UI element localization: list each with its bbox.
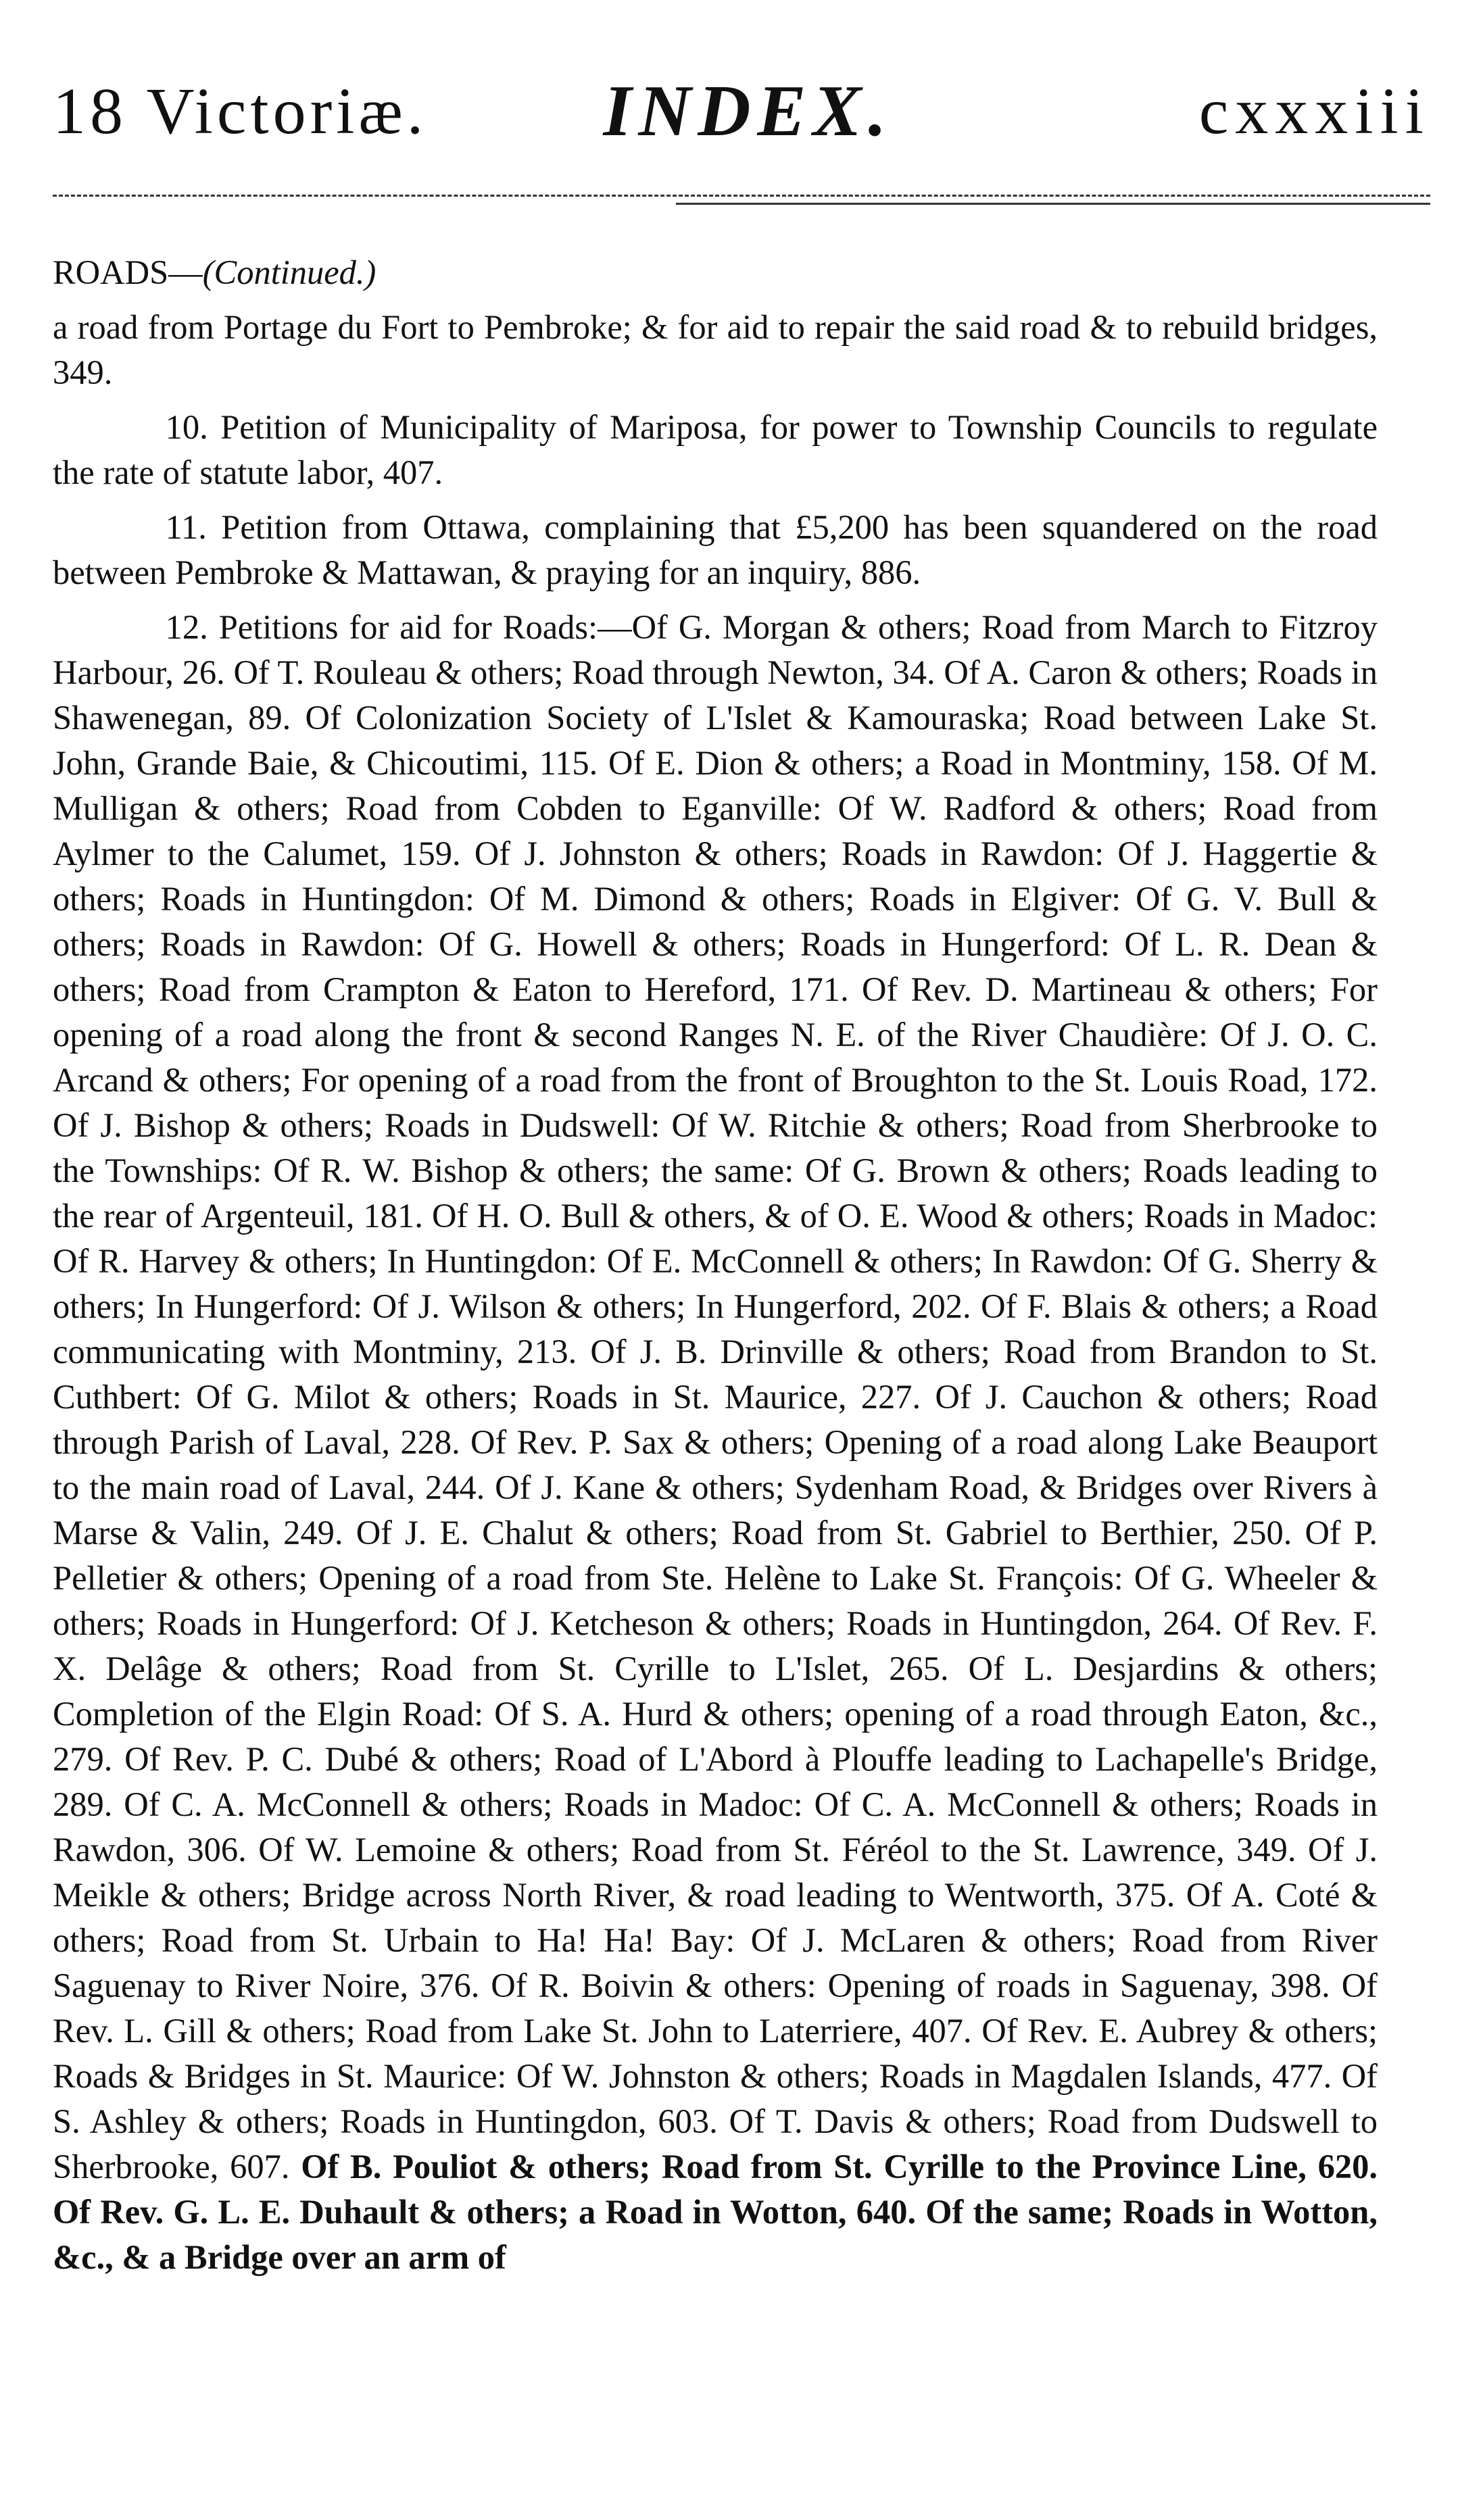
index-entry-continuation: a road from Portage du Fort to Pembroke; & for aid to repair the said road & to rebuild bridges, 349.	[53, 308, 1378, 391]
section-heading-continued: (Continued.)	[202, 253, 376, 291]
index-entry-12-text: 12. Petitions for aid for Roads:—Of G. Morgan & others; Road from March to Fitzroy Harbour, 26. Of T. Rouleau & others; Road through Newton, 34. Of A. Caron & others; Roads in Shawenegan, 89. Of Colonization Society of L'Islet & Kamouraska; Road between Lake St. John, Grande Baie, & Chicoutimi, 115. Of E. Dion & others; a Road in Montminy, 158. Of M. Mulligan & others; Road from Cobden to Eganville: Of W. Radford & others; Road from Aylmer to the Calumet, 159. Of J. Johnston & others; Roads in Rawdon: Of J. Haggertie & others; Roads in Huntingdon: Of M. Dimond & others; Roads in Elgiver: Of G. V. Bull & others; Roads in Rawdon: Of G. Howell & others; Roads in Hungerford: Of L. R. Dean & others; Road from Crampton & Eaton to Hereford, 171. Of Rev. D. Martineau & others; For opening of a road along the front & second Ranges N. E. of the River Chaudière: Of J. O. C. Arcand & others; For opening of a road from the front of Broughton to the St. Louis Road, 172. Of J. Bishop & others; Roads in Dudswell: Of W. Ritchie & others; Road from Sherbrooke to the Townships: Of R. W. Bishop & others; the same: Of G. Brown & others; Roads leading to the rear of Argenteuil, 181. Of H. O. Bull & others, & of O. E. Wood & others; Roads in Madoc: Of R. Harvey & others; In Huntingdon: Of E. McConnell & others; In Rawdon: Of G. Sherry & others; In Hungerford: Of J. Wilson & others; In Hungerford, 202. Of F. Blais & others; a Road communicating with Montminy, 213. Of J. B. Drinville & others; Road from Brandon to St. Cuthbert: Of G. Milot & others; Roads in St. Maurice, 227. Of J. Cauchon & others; Road through Parish of Laval, 228. Of Rev. P. Sax & others; Opening of a road along Lake Beauport to the main road of Laval, 244. Of J. Kane & others; Sydenham Road, & Bridges over Rivers à Marse & Valin, 249. Of J. E. Chalut & others; Road from St. Gabriel to Berthier, 250. Of P. Pelletier & others; Opening of a road from Ste. Helène to Lake St. François: Of G. Wheeler & others; Roads in Hungerford: Of J. Ketcheson & others; Roads in Huntingdon, 264. Of Rev. F. X. Delâge & others; Road from St. Cyrille to L'Islet, 265. Of L. Desjardins & others; Completion of the Elgin Road: Of S. A. Hurd & others; opening of a road through Eaton, &c., 279. Of Rev. P. C. Dubé & others; Road of L'Abord à Plouffe leading to Lachapelle's Bridge, 289. Of C. A. McConnell & others; Roads in Madoc: Of C. A. McConnell & others; Roads in Rawdon, 306. Of W. Lemoine & others; Road from St. Féréol to the St. Lawrence, 349. Of J. Meikle & others; Bridge across North River, & road leading to Wentworth, 375. Of A. Coté & others; Road from St. Urbain to Ha! Ha! Bay: Of J. McLaren & others; Road from River Saguenay to River Noire, 376. Of R. Boivin & others: Opening of roads in Saguenay, 398. Of Rev. L. Gill & others; Road from Lake St. John to Laterriere, 407. Of Rev. E. Aubrey & others; Roads & Bridges in St. Maurice: Of W. Johnston & others; Roads in Magdalen Islands, 477. Of S. Ashley & others; Roads in Huntingdon, 603. Of T. Davis & others; Road from Dudswell to Sherbrooke, 607.	[53, 608, 1378, 2185]
section-heading	[53, 250, 1378, 295]
running-head	[53, 71, 1430, 151]
page-number: cxxxiii	[1198, 75, 1430, 148]
index-body	[53, 250, 1378, 2290]
header-rule	[53, 195, 1430, 197]
running-head-title: INDEX.	[603, 71, 894, 151]
index-entry-11: 11. Petition from Ottawa, complaining that £5,200 has been squandered on the road between Pembroke & Mattawan, & praying for an inquiry, 886.	[53, 508, 1378, 591]
index-entry-10: 10. Petition of Municipality of Mariposa, for power to Township Councils to regulate the rate of statute labor, 407.	[53, 408, 1378, 491]
header-rule-secondary	[676, 203, 1430, 205]
index-entry-12-tail: Of B. Pouliot & others; Road from St. Cyrille to the Province Line, 620. Of Rev. G. L. E. Duhault & others; a Road in Wotton, 640. Of the same; Roads in Wotton, &c., & a Bridge over an arm of	[53, 2148, 1378, 2276]
running-head-left: 18 Victoriæ.	[53, 75, 428, 148]
section-heading-title: ROADS—	[53, 253, 203, 291]
index-entry-12	[53, 605, 1378, 2280]
